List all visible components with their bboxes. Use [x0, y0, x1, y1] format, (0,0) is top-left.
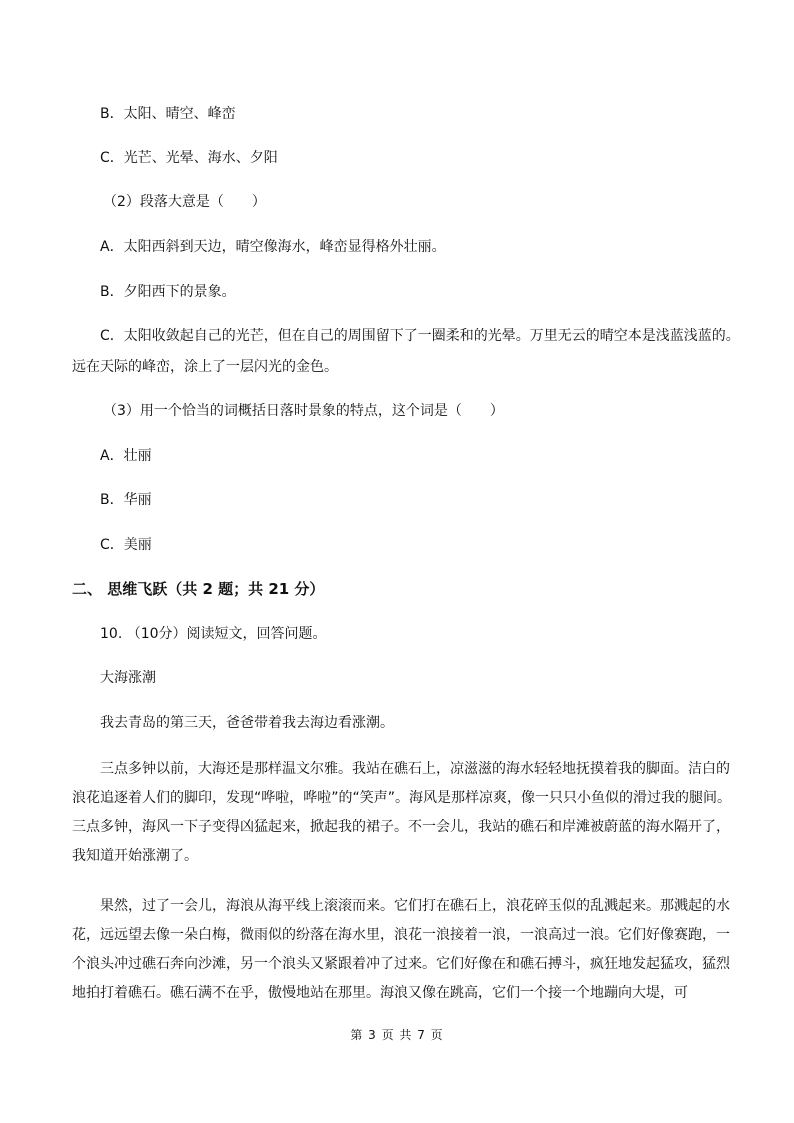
- q3-option-c: C．美丽: [100, 537, 152, 553]
- q2-option-c-line2: 远在天际的峰峦，涂上了一层闪光的金色。: [72, 359, 338, 375]
- q10-prompt: 10. （10分）阅读短文，回答问题。: [100, 626, 327, 642]
- passage-para-2-block: [72, 755, 732, 871]
- q2-option-a: A．太阳西斜到天边，晴空像海水，峰峦显得格外壮丽。: [100, 239, 446, 255]
- q3-prompt: （3）用一个恰当的词概括日落时景象的特点，这个词是（ ）: [103, 403, 504, 419]
- passage-para-1: 我去青岛的第三天，爸爸带着我去海边看涨潮。: [100, 715, 394, 731]
- q1-option-c: C．光芒、光晕、海水、夕阳: [100, 150, 278, 166]
- section-heading: 二、 思维飞跃（共 2 题；共 21 分）: [72, 580, 325, 598]
- passage-para-3: 果然，过了一会儿，海浪从海平线上滚滚而来。它们打在礁石上，浪花碎玉似的乱溅起来。那溅起的水花，远远望去像一朵白梅，微雨似的纷落在海水里，浪花一浪接着一浪，一浪高过一浪。它们好像赛跑，一个浪头冲过礁石奔向沙滩，另一个浪头又紧跟着冲了过来。它们好像在和礁石搏斗，疯狂地发起猛攻，猛烈地拍打着礁石。礁石满不在乎，傲慢地站在那里。海浪又像在跳高，它们一个接一个地蹦向大堤，可: [72, 898, 730, 1001]
- q1-option-b: B．太阳、晴空、峰峦: [100, 106, 236, 122]
- q3-option-b: B．华丽: [100, 492, 152, 508]
- passage-para-3-block: [72, 892, 732, 1008]
- page-footer: 第 3 页 共 7 页: [350, 1028, 444, 1042]
- q3-option-a: A．壮丽: [100, 448, 152, 464]
- passage-title: 大海涨潮: [100, 670, 156, 686]
- q2-option-b: B．夕阳西下的景象。: [100, 284, 236, 300]
- passage-para-2: 三点多钟以前，大海还是那样温文尔雅。我站在礁石上，凉滋滋的海水轻轻地抚摸着我的脚面。洁白的浪花追逐着人们的脚印，发现“哗啦，哗啦”的“笑声”。海风是那样凉爽，像一只只小鱼似的滑过我的腿间。三点多钟，海风一下子变得凶猛起来，掀起我的裙子。不一会儿，我站的礁石和岸滩被蔚蓝的海水隔开了，我知道开始涨潮了。: [72, 761, 732, 864]
- q2-prompt: （2）段落大意是（ ）: [103, 194, 266, 210]
- q2-option-c-line1: C．太阳收敛起自己的光芒，但在自己的周围留下了一圈柔和的光晕。万里无云的晴空本是浅蓝浅蓝的。: [100, 328, 740, 344]
